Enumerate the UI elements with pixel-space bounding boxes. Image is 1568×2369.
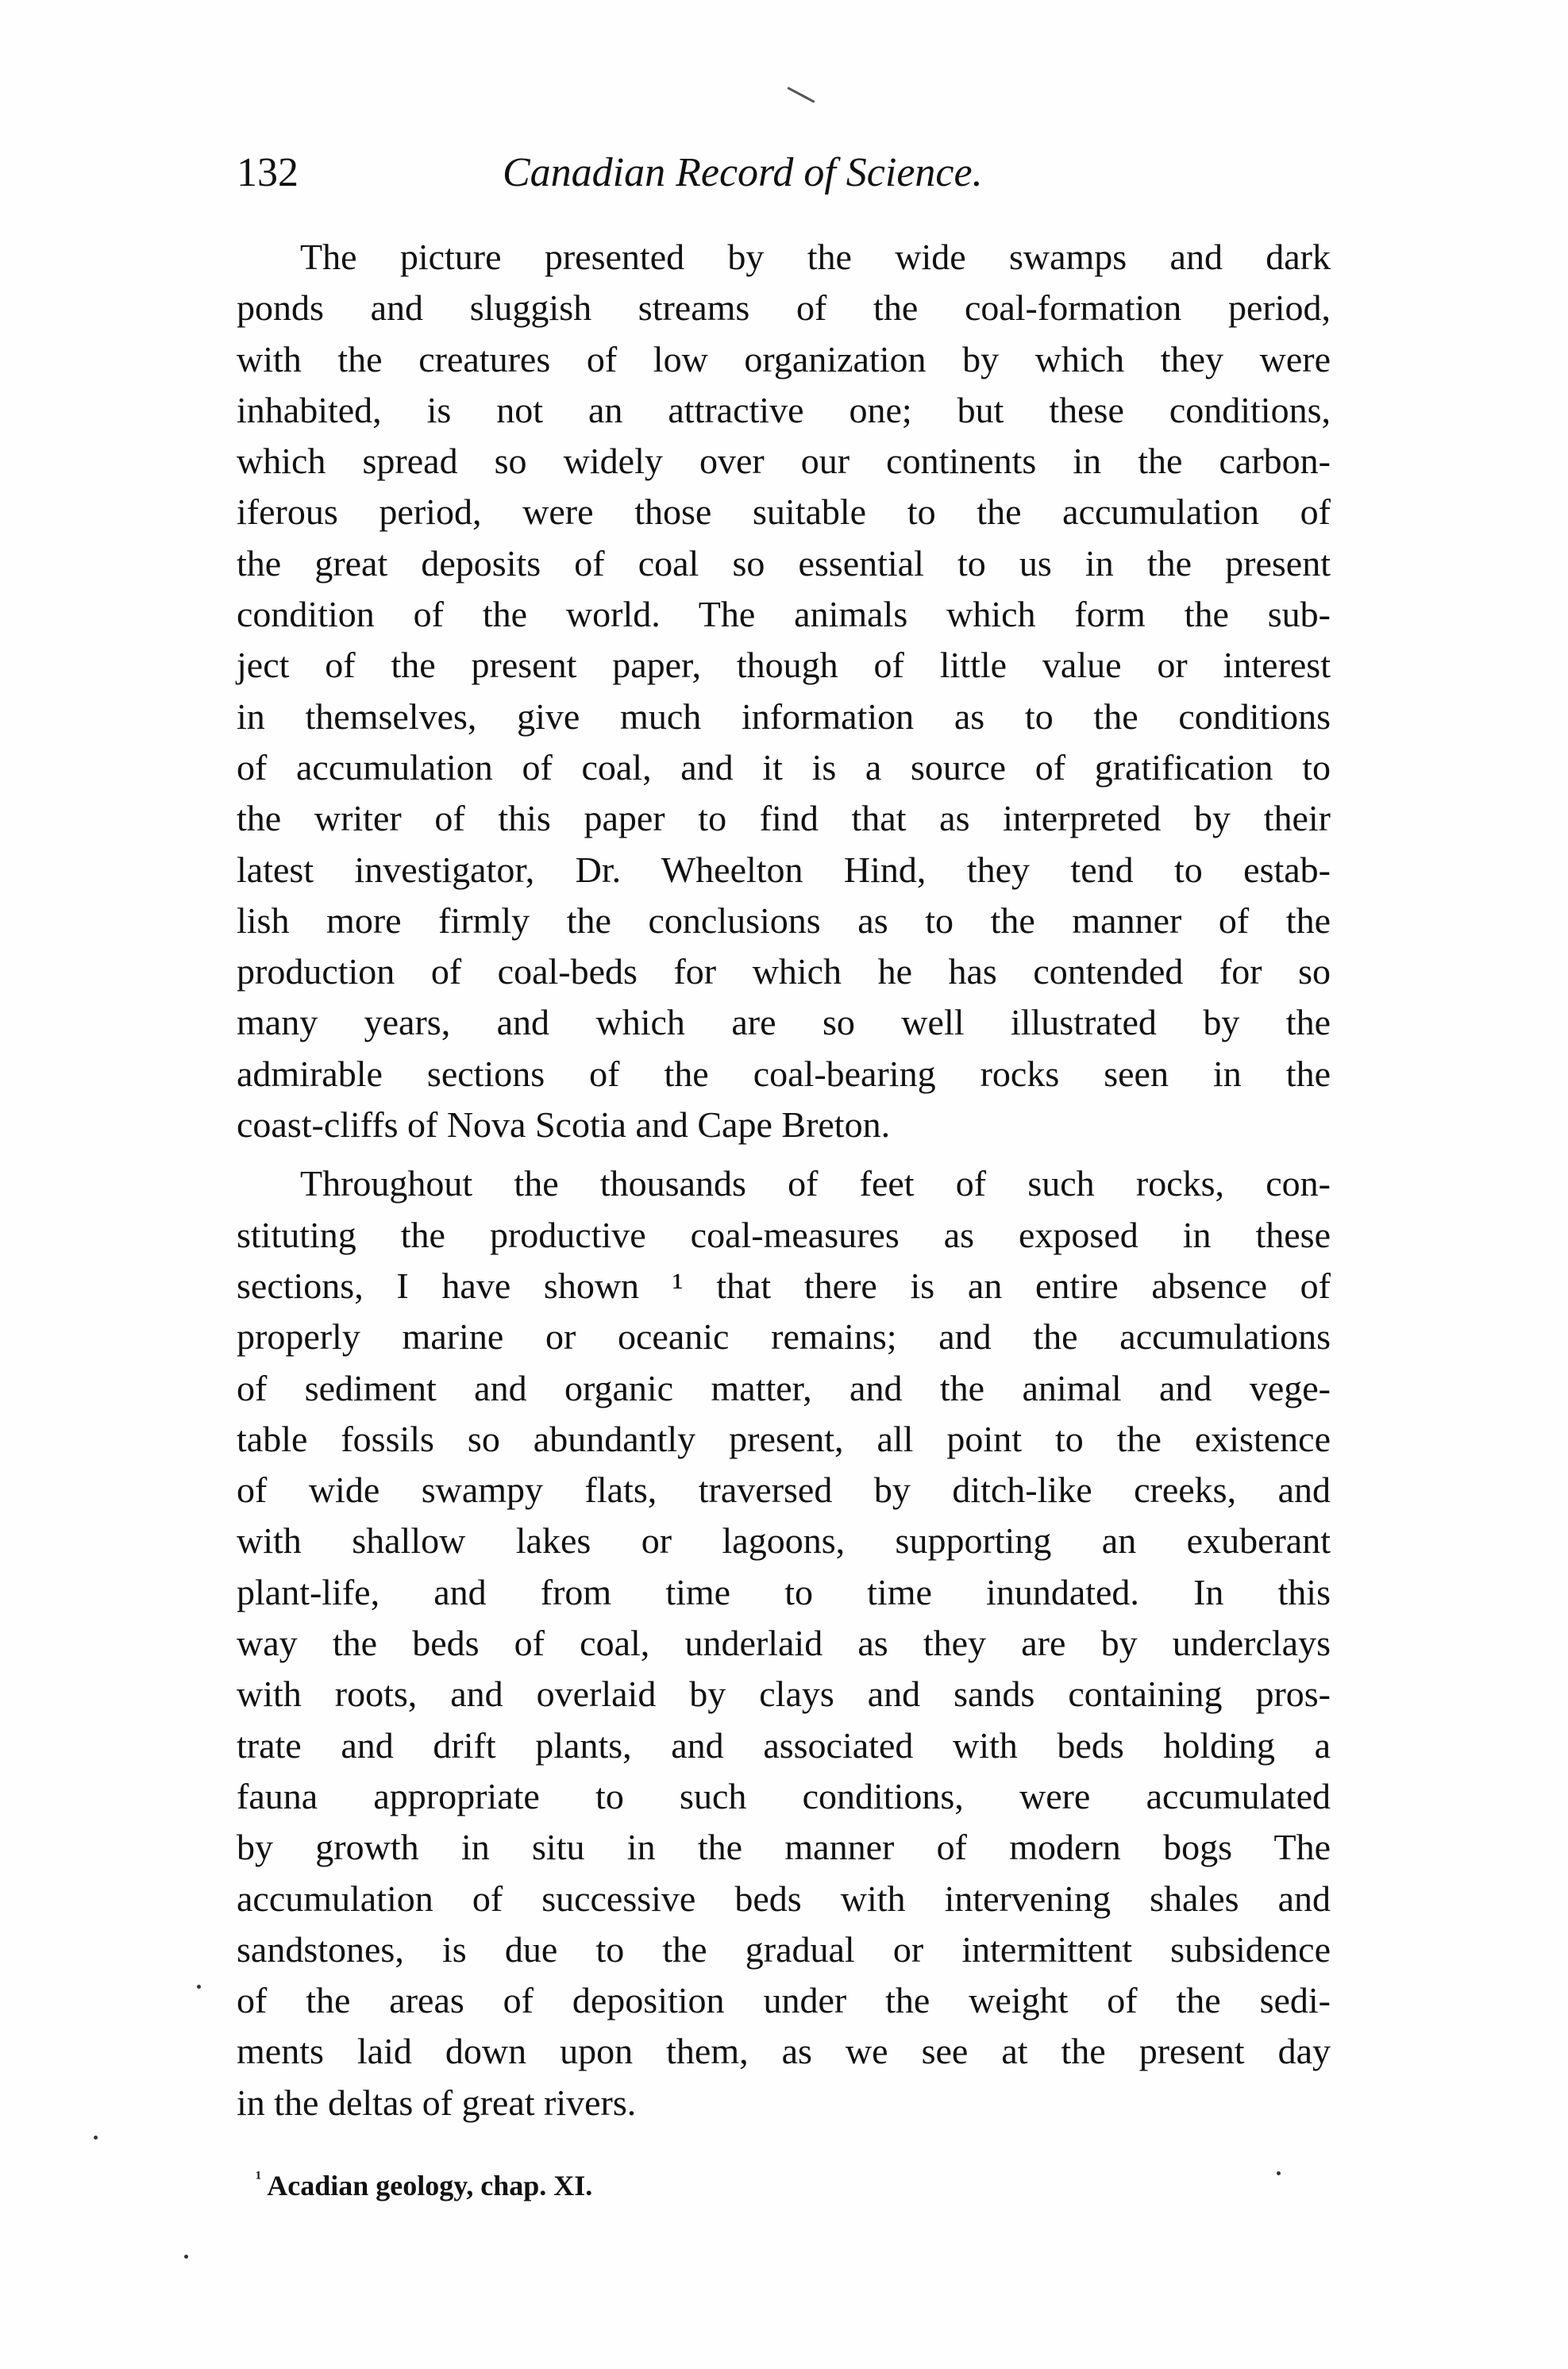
text-line: condition of the world. The animals which form the sub-: [237, 594, 1331, 635]
text-line: The picture presented by the wide swamps and dark: [300, 237, 1331, 277]
text-line: latest investigator, Dr. Wheelton Hind, they tend to estab-: [237, 849, 1331, 890]
paragraph-1: [237, 232, 1331, 1150]
text-line: iferous period, were those suitable to the accumulation of: [237, 491, 1331, 533]
text-line: admirable sections of the coal-bearing rocks seen in the: [237, 1053, 1331, 1094]
text-line: accumulation of successive beds with intervening shales and: [237, 1878, 1331, 1919]
text-line: fauna appropriate to such conditions, were accumulated: [237, 1775, 1331, 1816]
journal-title: Canadian Record of Science.: [503, 150, 983, 195]
body-text: [237, 232, 1331, 2128]
text-line: ject of the present paper, though of little value or interest: [237, 645, 1331, 686]
text-line: inhabited, is not an attractive one; but these conditions,: [237, 389, 1331, 430]
text-line: of wide swampy flats, traversed by ditch-like creeks, and: [237, 1470, 1331, 1511]
print-speck: [197, 1985, 201, 1989]
print-speck: [184, 2255, 188, 2259]
text-line: in the deltas of great rivers.: [237, 2082, 637, 2123]
page-number: 132: [237, 150, 299, 195]
text-line: which spread so widely over our continents in the carbon-: [237, 441, 1331, 482]
text-line: stituting the productive coal-measures as exposed in these: [237, 1214, 1331, 1255]
text-line: sandstones, is due to the gradual or intermittent subsidence: [237, 1928, 1331, 1970]
text-line: the great deposits of coal so essential to us in the present: [237, 542, 1331, 584]
text-line: by growth in situ in the manner of modern bogs The: [237, 1827, 1331, 1868]
paragraph-2: [237, 1158, 1331, 2128]
text-line: lish more firmly the conclusions as to the manner of the: [237, 899, 1331, 941]
text-line: with roots, and overlaid by clays and sands containing pros-: [237, 1674, 1331, 1715]
footnote: [256, 2166, 592, 2205]
text-line: coast-cliffs of Nova Scotia and Cape Breton.: [237, 1104, 891, 1146]
footnote-text: Acadian geology, chap. XI.: [267, 2170, 593, 2201]
text-line: sections, I have shown ¹ that there is an entire absence of: [237, 1265, 1331, 1306]
text-line: properly marine or oceanic remains; and the accumulations: [237, 1316, 1331, 1358]
text-line: plant-life, and from time to time inundated. In this: [237, 1571, 1331, 1612]
text-line: with shallow lakes or lagoons, supporting an exuberant: [237, 1520, 1331, 1562]
text-line: table fossils so abundantly present, all point to the existence: [237, 1418, 1331, 1459]
text-line: of the areas of deposition under the weight of the sedi-: [237, 1980, 1331, 2021]
stray-mark: [788, 87, 815, 102]
text-line: of sediment and organic matter, and the animal and vege-: [237, 1367, 1331, 1408]
running-head: [237, 141, 1332, 205]
footnote-marker: ¹: [256, 2168, 262, 2189]
text-line: ments laid down upon them, as we see at the present day: [237, 2031, 1331, 2072]
text-line: way the beds of coal, underlaid as they are by underclays: [237, 1623, 1331, 1664]
text-line: Throughout the thousands of feet of such rocks, con-: [300, 1163, 1331, 1204]
text-line: many years, and which are so well illustrated by the: [237, 1002, 1331, 1043]
print-speck: [94, 2136, 98, 2140]
text-line: trate and drift plants, and associated with beds holding a: [237, 1724, 1331, 1766]
text-line: production of coal-beds for which he has contended for so: [237, 951, 1331, 992]
text-line: with the creatures of low organization by which they were: [237, 338, 1331, 379]
text-line: the writer of this paper to find that as interpreted by their: [237, 798, 1331, 839]
text-line: of accumulation of coal, and it is a source of gratification to: [237, 746, 1331, 788]
print-speck: [1277, 2171, 1281, 2175]
text-line: ponds and sluggish streams of the coal-formation period,: [237, 287, 1331, 329]
text-line: in themselves, give much information as to the conditions: [237, 695, 1331, 737]
